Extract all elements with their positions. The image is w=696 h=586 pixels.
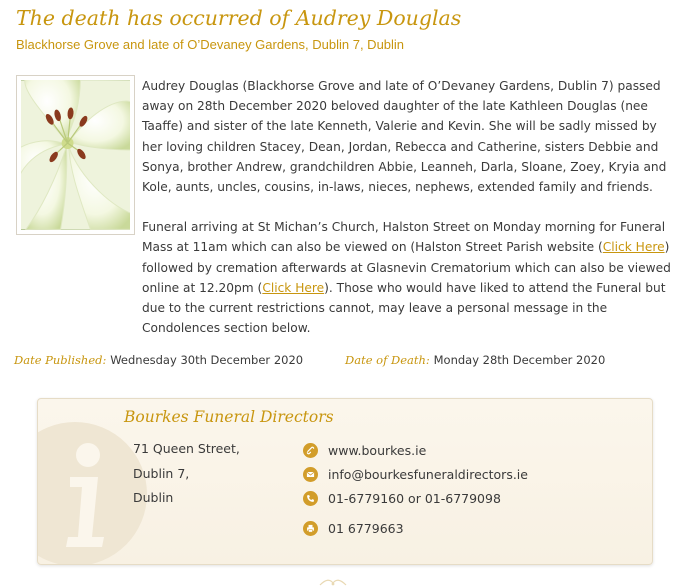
phone-icon (303, 491, 318, 506)
email-row[interactable] (303, 465, 528, 483)
date-of-death-label: Date of Death: (345, 353, 430, 367)
phone-row[interactable] (303, 489, 501, 507)
email-link[interactable]: info@bourkesfuneraldirectors.ie (328, 466, 528, 482)
notice-photo (16, 75, 135, 235)
divider-ornament-icon (318, 578, 348, 586)
funeral-text-1: Funeral arriving at St Michan’s Church, Halston Street on Monday morning for Funeral Mass at 11am which can also be viewed on (Halston Street Parish website ( (142, 220, 666, 255)
funeral-text-2: ) followed by cremation afterwards at Glasnevin Crematorium which can also be viewed online at 12.20pm ( (142, 240, 671, 295)
website-link[interactable]: www.bourkes.ie (328, 442, 427, 458)
notice-paragraph-2 (142, 217, 672, 338)
notice-subtitle: Blackhorse Grove and late of O’Devaney Gardens, Dublin 7, Dublin (16, 37, 405, 52)
email-icon (303, 467, 318, 482)
address-line-2: Dublin 7, (133, 466, 190, 481)
date-published-label: Date Published: (14, 353, 107, 367)
notice-title: The death has occurred of Audrey Douglas (16, 6, 462, 30)
date-published-value: Wednesday 30th December 2020 (110, 353, 304, 367)
fax-row (303, 519, 404, 537)
parish-website-link[interactable]: Click Here (602, 240, 665, 255)
date-published (14, 353, 303, 367)
notice-body (142, 76, 672, 338)
address-line-3: Dublin (133, 490, 174, 505)
date-of-death (345, 353, 605, 367)
fax-number: 01 6779663 (328, 520, 404, 536)
director-name: Bourkes Funeral Directors (124, 408, 334, 426)
crematorium-stream-link[interactable]: Click Here (262, 280, 325, 295)
phone-numbers[interactable]: 01-6779160 or 01-6779098 (328, 490, 501, 506)
address-line-1: 71 Queen Street, (133, 441, 240, 456)
fax-icon (303, 521, 318, 536)
funeral-text-3: ). Those who would have liked to attend the Funeral but due to the current restrictions cannot, may leave a personal message in the Condolences section below. (142, 280, 666, 336)
funeral-director-card (37, 398, 653, 565)
website-row[interactable] (303, 441, 426, 459)
link-icon (303, 443, 318, 458)
lily-flower-image (21, 80, 130, 230)
date-of-death-value: Monday 28th December 2020 (433, 353, 606, 367)
notice-paragraph-1: Audrey Douglas (Blackhorse Grove and late of O’Devaney Gardens, Dublin 7) passed away on 28th December 2020 beloved daughter of the late Kathleen Douglas (nee Taaffe) and sister of the late Kenneth, Valerie and Kevin. She will be sadly missed by her loving children Stacey, Dean, Jordan, Rebecca and Catherine, sisters Debbie and Sonya, brother Andrew, grandchildren Abbie, Leanneh, Darla, Sloane, Zoey, Kryia and Kole, aunts, uncles, cousins, in-laws, nieces, nephews, extended family and friends. (142, 79, 667, 195)
